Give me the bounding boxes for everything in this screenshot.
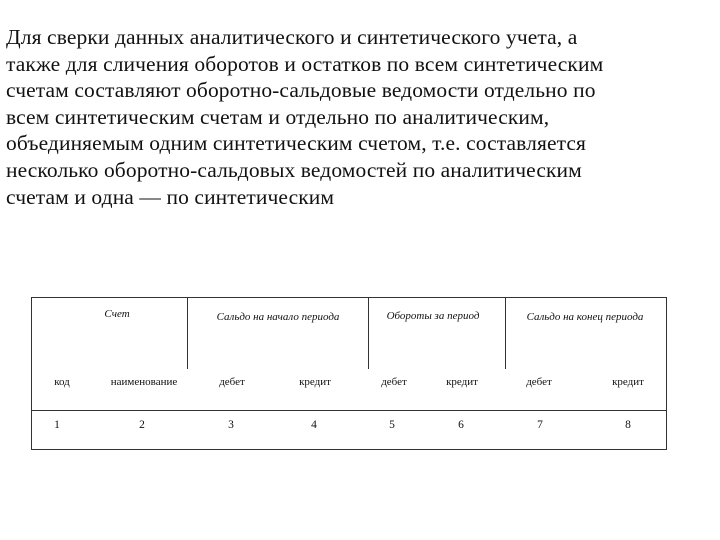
column-number: 1 xyxy=(54,419,60,431)
table-divider xyxy=(368,298,369,369)
intro-paragraph xyxy=(6,24,706,210)
subheader-debit: дебет xyxy=(526,376,552,388)
turnover-balance-sheet-table xyxy=(31,297,667,450)
column-number: 4 xyxy=(311,419,317,431)
table-divider xyxy=(32,410,666,411)
table-divider xyxy=(187,298,188,369)
header-turnover: Обороты за период xyxy=(386,310,480,322)
column-number: 2 xyxy=(139,419,145,431)
subheader-credit: кредит xyxy=(612,376,644,388)
subheader-debit: дебет xyxy=(219,376,245,388)
paragraph-line: счетам составляют оборотно-сальдовые ведомости отдельно по xyxy=(6,78,596,103)
subheader-credit: кредит xyxy=(299,376,331,388)
paragraph-line: Для сверки данных аналитического и синтетического учета, а xyxy=(6,25,578,49)
column-number: 8 xyxy=(625,419,631,431)
paragraph-line: также для сличения оборотов и остатков по всем синтетическим xyxy=(6,51,604,76)
subheader-code: код xyxy=(54,376,70,388)
subheader-debit: дебет xyxy=(381,376,407,388)
column-number: 5 xyxy=(389,419,395,431)
subheader-name: наименование xyxy=(110,376,178,388)
header-account: Счет xyxy=(104,308,130,320)
paragraph-line: несколько оборотно-сальдовых ведомостей по аналитическим xyxy=(6,157,582,182)
column-number: 7 xyxy=(537,419,543,431)
paragraph-line: счетам и одна — по синтетическим xyxy=(6,184,335,209)
header-closing-balance: Сальдо на конец периода xyxy=(526,311,644,323)
subheader-credit: кредит xyxy=(446,376,478,388)
table-divider xyxy=(505,298,506,369)
column-number: 3 xyxy=(228,419,234,431)
paragraph-line: всем синтетическим счетам и отдельно по аналитическим, xyxy=(6,104,550,129)
column-number: 6 xyxy=(458,419,464,431)
paragraph-line: объединяемым одним синтетическим счетом, т.е. составляется xyxy=(6,131,586,156)
header-opening-balance: Сальдо на начало периода xyxy=(216,311,340,323)
